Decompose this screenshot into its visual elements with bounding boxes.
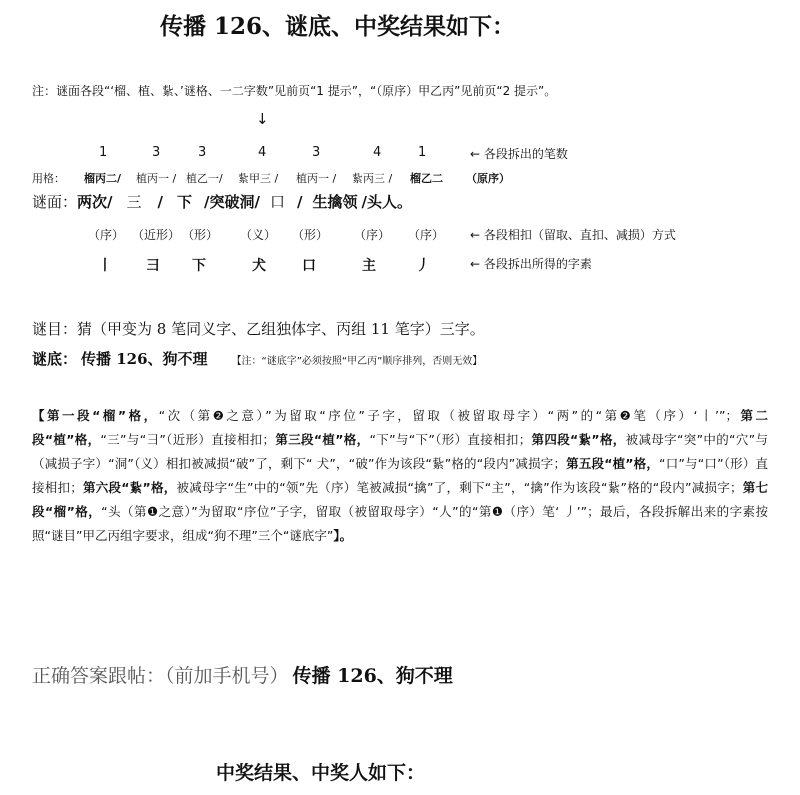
- format-item: 植丙一 /: [136, 172, 177, 185]
- method-note: ← 各段相扣（留取、直扣、减损）方式: [470, 228, 676, 242]
- explanation-part: “口”与“口”（形）直接相扣；: [32, 456, 769, 495]
- method-item: （近形）: [132, 228, 181, 242]
- char-item: 下: [192, 258, 206, 274]
- down-arrow-icon: ↓: [256, 110, 269, 128]
- format-item: 榴丙二/: [84, 172, 122, 185]
- method-row: [0, 226, 800, 244]
- answer-text: 传播 126、狗不理: [81, 350, 208, 368]
- stroke-count: 1: [99, 145, 108, 160]
- explanation-part: 第四段“紥”格，: [531, 432, 626, 447]
- riddle-segment: /: [157, 193, 163, 211]
- explanation-part: “头（第❶之意）”为留取“序位”子字，留取（被留取母字）“人”的“第❶（序）笔‘ 丿’”；最后，各段拆解出来的字素按照“谜目”甲乙丙组字要求，组成“狗不理”三个“谜底字”: [32, 504, 768, 543]
- explanation-part: 【第一段“榴”格，: [32, 408, 159, 423]
- explanation-part: 第七段“榴”格，: [32, 480, 768, 519]
- target-line: [32, 318, 485, 339]
- explanation-part: 】。: [333, 528, 353, 543]
- char-item: 丿: [416, 258, 430, 274]
- format-item: （原序）: [466, 172, 510, 185]
- explanation-part: 被减母字“生”中的“领”先（序）笔被减损“擒”了，剩下“主”，“擒”作为该段“紥”格的“段内”减损字；: [176, 480, 743, 495]
- method-item: （义）: [240, 228, 277, 242]
- explanation-part: 第二段“植”格，: [32, 408, 768, 447]
- format-item: 植丙一 /: [296, 172, 337, 185]
- stroke-count-row: [0, 145, 800, 163]
- correct-answer-line: [32, 661, 453, 688]
- riddle-segment: 生擒领: [312, 193, 358, 211]
- char-item: 口: [302, 258, 316, 274]
- char-item: 犬: [252, 258, 266, 274]
- riddle-label: 谜面：: [32, 193, 78, 211]
- char-item: 主: [362, 258, 376, 274]
- stroke-count: 3: [198, 145, 207, 160]
- page-title: 传播 126、谜底、中奖结果如下：: [160, 13, 516, 40]
- results-title: 中奖结果、中奖人如下：: [216, 762, 426, 784]
- explanation-part: “三”与“彐”（近形）直接相扣；: [100, 432, 276, 447]
- format-item: 榴乙二: [410, 172, 443, 185]
- riddle-segment: /突破洞/: [204, 193, 260, 211]
- stroke-count: 1: [418, 145, 427, 160]
- stroke-count: 3: [152, 145, 161, 160]
- answer-line: [32, 348, 482, 369]
- riddle-segment: 口: [269, 193, 285, 211]
- stroke-count-note: ← 各段拆出的笔数: [470, 147, 568, 161]
- answer-note: 【注：“谜底字”必须按照“甲乙丙”顺序排列，否则无效】: [231, 356, 483, 367]
- correct-answer-label: 正确答案跟帖：（前加手机号）: [32, 665, 289, 687]
- target-text: 猜（甲变为 8 笔同义字、乙组独体字、丙组 11 笔字）三字。: [77, 320, 485, 338]
- stroke-count: 3: [312, 145, 321, 160]
- explanation-part: 第五段“植”格，: [565, 456, 660, 471]
- char-note: ← 各段拆出所得的字素: [470, 257, 592, 271]
- method-item: （形）: [182, 228, 219, 242]
- format-item: 紥甲三 /: [238, 172, 279, 185]
- format-item: 植乙一/: [186, 172, 223, 185]
- answer-label: 谜底：: [32, 350, 78, 368]
- char-row: [0, 255, 800, 275]
- riddle-segment: 两次/: [77, 193, 113, 211]
- riddle-segment: 三: [126, 193, 142, 211]
- target-label: 谜目：: [32, 320, 78, 338]
- explanation-part: 被减母字“突”中的“穴”与（减损子字）“洞”（义）相扣被减损“破”了，剩下“ 犬”，“破”作为该段“紥”格的“段内”减损字；: [32, 432, 768, 471]
- stroke-count: 4: [258, 145, 267, 160]
- hint-note: 注：谜面各段“‘榴、植、紥、’谜格、一二字数”见前页“1 提示”，“（原序）甲乙丙”见前页“2 提示”。: [32, 84, 557, 98]
- method-item: （序）: [88, 228, 125, 242]
- correct-answer-text: 传播 126、狗不理: [292, 665, 453, 687]
- format-label: 用格：: [32, 172, 65, 185]
- riddle-segment: /: [297, 193, 303, 211]
- explanation-paragraph: [32, 404, 768, 548]
- method-item: （形）: [292, 228, 329, 242]
- stroke-count: 4: [373, 145, 382, 160]
- method-item: （序）: [408, 228, 445, 242]
- explanation-part: 第三段“植”格，: [275, 432, 370, 447]
- format-item: 紥丙三 /: [352, 172, 393, 185]
- riddle-segment: 下: [177, 193, 193, 211]
- riddle-segment: /头人。: [361, 193, 412, 211]
- explanation-part: “次（第❷之意）”为留取“序位”子字，留取（被留取母字）“两”的“第❷笔（序）‘丨’”；: [158, 408, 738, 423]
- format-row: [0, 170, 800, 186]
- char-item: 彐: [146, 258, 160, 274]
- explanation-part: “下”与“下”（形）直接相扣；: [369, 432, 532, 447]
- char-item: 丨: [98, 258, 112, 274]
- riddle-row: [32, 191, 412, 212]
- explanation-part: 第六段“紥”格，: [82, 480, 177, 495]
- method-item: （序）: [354, 228, 391, 242]
